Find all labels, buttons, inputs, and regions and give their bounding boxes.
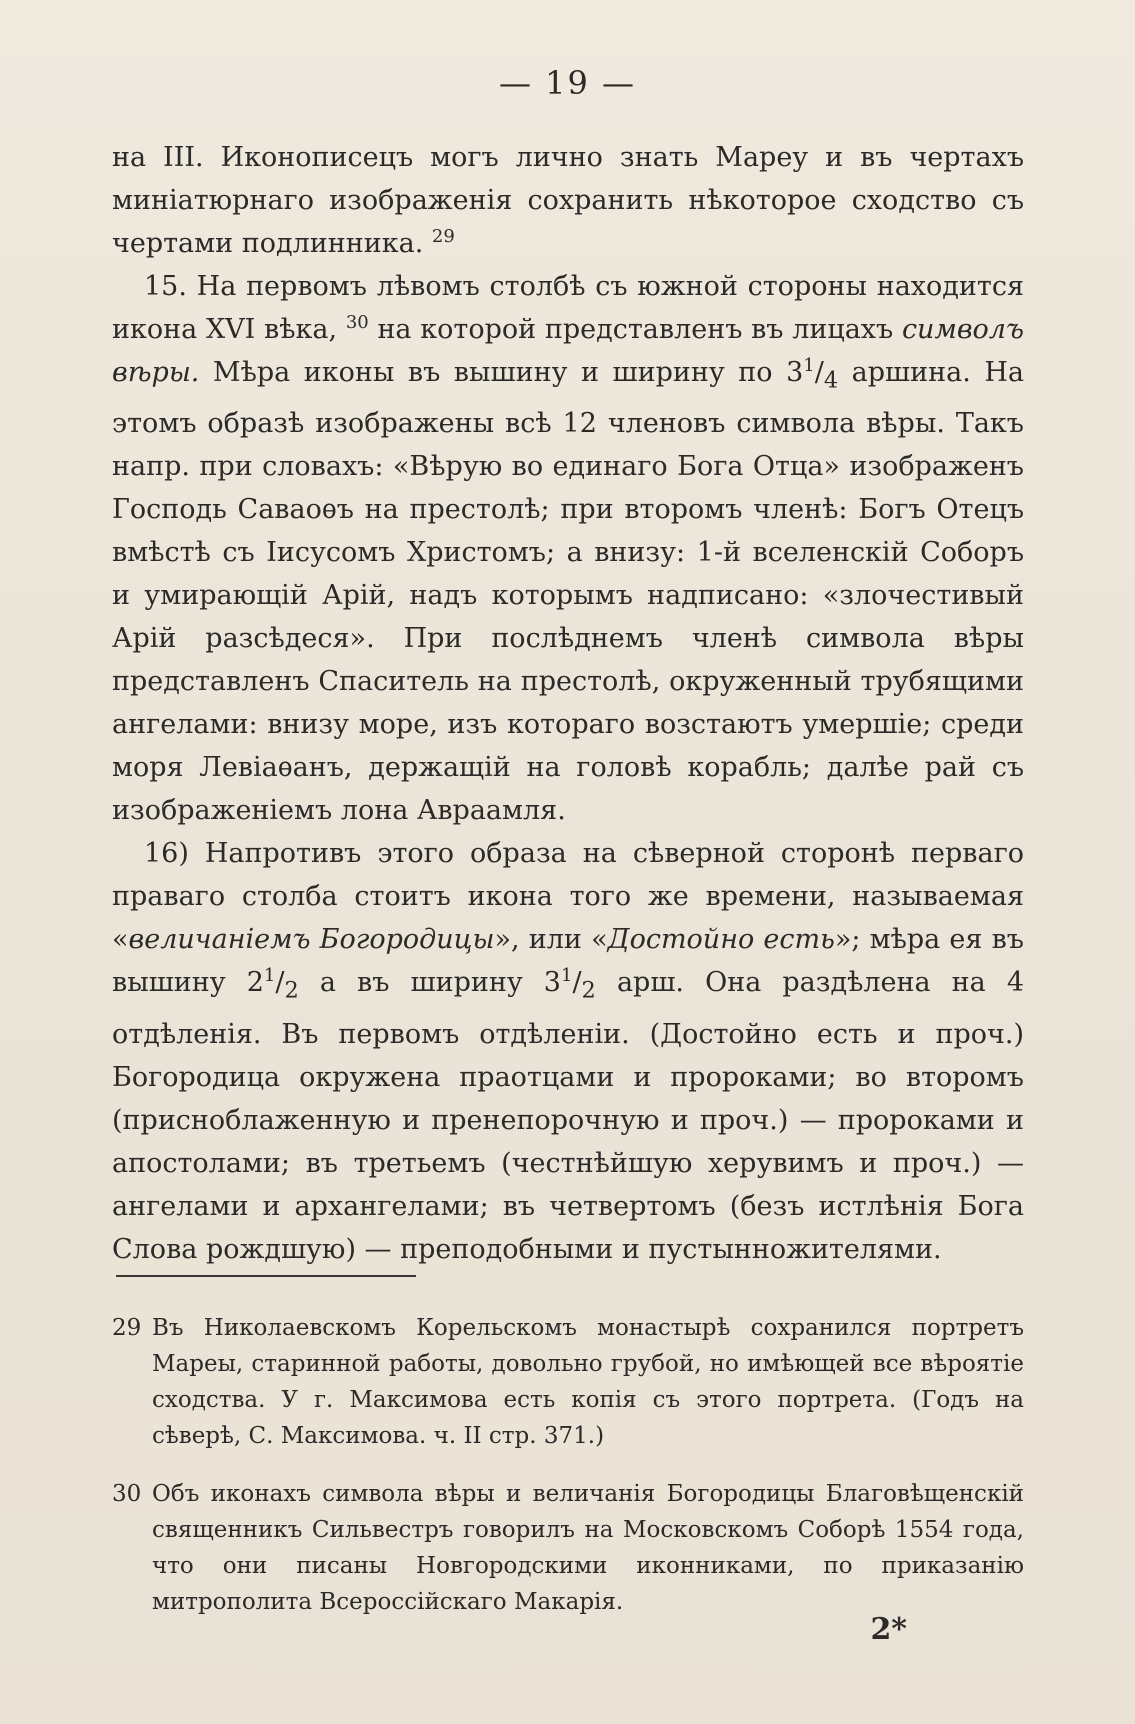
paragraph-15 [112, 265, 1024, 832]
subscript: 2 [581, 977, 596, 1004]
text-run: »; мѣра ея въ вышину 2 [112, 924, 1024, 999]
footnote-text: Объ иконахъ символа вѣры и величанія Богородицы Благовѣщенскій священникъ Сильвестръ говорилъ на Московскомъ Соборѣ 1554 года, что они писаны Новгородскими иконниками, по приказанію митрополита Всероссійскаго Макарія. [152, 1481, 1024, 1615]
footnote-number: 30 [112, 1481, 142, 1507]
superscript: 1 [803, 355, 815, 376]
body-text [112, 136, 1024, 1271]
superscript: 30 [345, 312, 369, 333]
footnotes [112, 1310, 1024, 1642]
text-run: 16) Напротивъ этого образа на сѣверной сторонѣ перваго праваго столба стоитъ икона того же времени, называемая « [112, 838, 1024, 956]
text-run: 15. На первомъ лѣвомъ столбѣ съ южной стороны находится икона XVI вѣка, [112, 271, 1024, 345]
paragraph-16 [112, 832, 1024, 1270]
text-run: а въ ширину 3 [298, 967, 561, 999]
text-run: арш. Она раздѣлена на 4 отдѣленія. Въ первомъ отдѣленіи. (Достойно есть и проч.) Богородица окружена праотцами и пророками; во второмъ (присноблаженную и пренепорочную и проч.) — пророками и апостолами; въ третьемъ (честнѣйшую херувимъ и проч.) — ангелами и архангелами; въ четвертомъ (безъ истлѣнія Бога Слова рождшую) — преподобными и пустынножителями. [112, 967, 1024, 1265]
subscript: 2 [284, 977, 299, 1004]
superscript: 29 [431, 226, 455, 247]
italic-run: величаніемъ Богородицы [128, 924, 495, 956]
footnote-30 [112, 1476, 1024, 1620]
footnote-29 [112, 1310, 1024, 1454]
footnote-number: 29 [112, 1315, 142, 1341]
text-run: », или « [494, 924, 608, 956]
text-run: / [275, 967, 285, 999]
page-number: — 19 — [498, 64, 637, 102]
text-run: Мѣра иконы въ вышину и ширину по 3 [199, 357, 804, 388]
text-run: на III. Иконописецъ могъ лично знать Мареу и въ чертахъ миніатюрнаго изображенія сохранить нѣкоторое сходство съ чертами подлинника. [112, 142, 1024, 259]
italic-run: Достойно есть [607, 924, 835, 956]
superscript: 1 [263, 965, 276, 987]
subscript: 4 [823, 367, 839, 394]
text-run: на которой представленъ въ лицахъ [368, 314, 902, 345]
paragraph-continuation [112, 136, 1024, 265]
text-run: / [814, 357, 824, 388]
text-run: / [572, 967, 582, 999]
italic-run: символъ вѣры. [112, 314, 1024, 388]
footnote-text: Въ Николаевскомъ Корельскомъ монастырѣ сохранился портретъ Мареы, старинной работы, довольно грубой, но имѣющей все вѣроятіе сходства. У г. Максимова есть копія съ этого портрета. (Годъ на сѣверѣ, С. Максимова. ч. II стр. 371.) [152, 1315, 1024, 1449]
signature-mark: 2* [870, 1612, 907, 1647]
superscript: 1 [560, 965, 573, 987]
footnote-divider [116, 1275, 416, 1277]
text-run: аршина. На этомъ образѣ изображены всѣ 12 членовъ символа вѣры. Такъ напр. при словахъ: «Вѣрую во единаго Бога Отца» изображенъ Господь Саваоѳъ на престолѣ; при второмъ членѣ: Богъ Отецъ вмѣстѣ съ Іисусомъ Христомъ; а внизу: 1-й вселенскій Соборъ и умирающій Арій, надъ которымъ надписано: «злочестивый Арій разсѣдеся». При послѣднемъ членѣ символа вѣры представленъ Спаситель на престолѣ, окруженный трубящими ангелами: внизу море, изъ котораго возстаютъ умершіе; среди моря Левіаѳанъ, держащій на головѣ корабль; далѣе рай съ изображеніемъ лона Авраамля. [112, 357, 1025, 827]
